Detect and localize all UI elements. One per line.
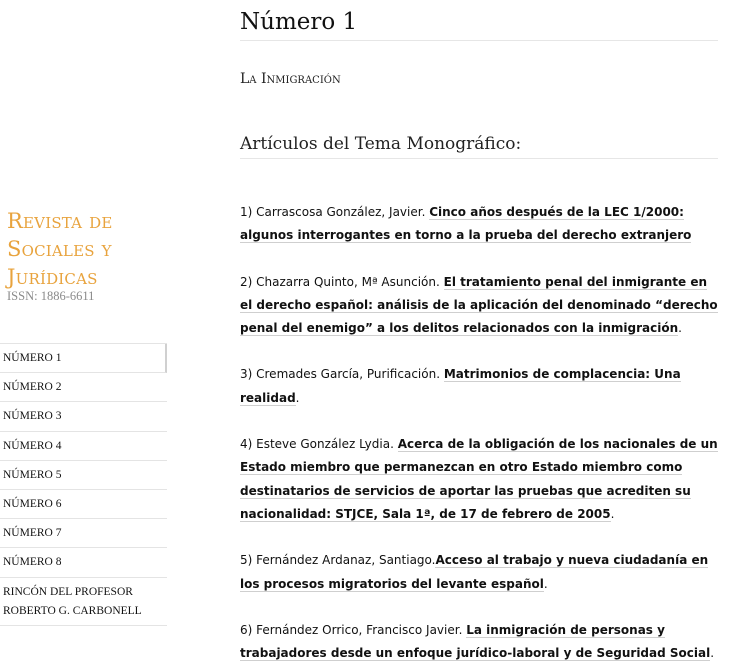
article-author: 6) Fernández Orrico, Francisco Javier.	[240, 622, 463, 637]
article-item	[240, 433, 720, 526]
nav-item-rincon-profesor[interactable]	[0, 578, 167, 626]
article-item	[240, 619, 720, 666]
nav-item-numero-1[interactable]: NÚMERO 1	[0, 344, 167, 373]
article-author: 1) Carrascosa González, Javier.	[240, 205, 426, 219]
nav-item-numero-6[interactable]: NÚMERO 6	[0, 490, 167, 519]
article-author: 4) Esteve González Lydia.	[240, 437, 394, 452]
article-author: 3) Cremades García, Purificación.	[240, 367, 441, 382]
article-author: 2) Chazarra Quinto, Mª Asunción.	[240, 274, 440, 289]
sidebar	[0, 0, 168, 670]
nav-item-label-line-2: ROBERTO G. CARBONELL	[3, 604, 142, 617]
article-end: .	[678, 321, 682, 336]
article-item	[240, 549, 720, 596]
nav-item-numero-3[interactable]: NÚMERO 3	[0, 402, 167, 431]
article-end: .	[295, 390, 300, 405]
issn-label: ISSN: 1886-6611	[7, 289, 95, 303]
article-title-link[interactable]: Matrimonios de complacencia: Una realidad	[240, 367, 681, 405]
nav-item-numero-2[interactable]: NÚMERO 2	[0, 373, 167, 402]
article-title-link[interactable]: Cinco años después de la LEC 1/2000: algunos interrogantes en torno a la prueba del derecho extranjero	[240, 205, 692, 243]
nav-item-label-line-1: RINCÓN DEL PROFESOR	[3, 585, 133, 598]
article-item	[240, 271, 720, 341]
site-title[interactable]: Revista de Sociales y Jurídicas	[7, 209, 113, 289]
article-end: .	[710, 646, 715, 661]
nav-item-numero-5[interactable]: NÚMERO 5	[0, 461, 167, 490]
section-heading: Artículos del Tema Monográfico:	[240, 132, 718, 159]
issue-theme: La Inmigración	[240, 71, 341, 87]
article-end: .	[610, 506, 615, 521]
nav-item-numero-4[interactable]: NÚMERO 4	[0, 432, 167, 461]
article-author: 5) Fernández Ardanaz, Santiago.	[240, 553, 436, 568]
page-title: Número 1	[240, 6, 718, 41]
article-title-link[interactable]: El tratamiento penal del inmigrante en el derecho español: análisis de la aplicación del denominado “derecho penal del enemigo” a los delitos relacionados con la inmigración	[240, 274, 718, 336]
article-title-link[interactable]: La inmigración de personas y trabajadores desde un enfoque jurídico-laboral y de Seguridad Social	[240, 622, 711, 661]
article-title-link[interactable]: Acceso al trabajo y nueva ciudadanía en los procesos migratorios del levante español	[240, 553, 709, 591]
article-item	[240, 363, 720, 410]
nav-item-numero-7[interactable]: NÚMERO 7	[0, 519, 167, 548]
issue-nav	[0, 343, 167, 626]
article-item	[240, 201, 720, 248]
nav-item-numero-8[interactable]: NÚMERO 8	[0, 548, 167, 577]
article-title-link[interactable]: Acerca de la obligación de los nacionales de un Estado miembro que permanezcan en otro Estado miembro como destinatarios de servicios de aportar las pruebas que acrediten su nacionalidad: STJCE, Sala 1ª, de 17 de febrero de 2005	[240, 437, 718, 521]
article-list	[240, 201, 720, 670]
article-end: .	[543, 576, 548, 591]
